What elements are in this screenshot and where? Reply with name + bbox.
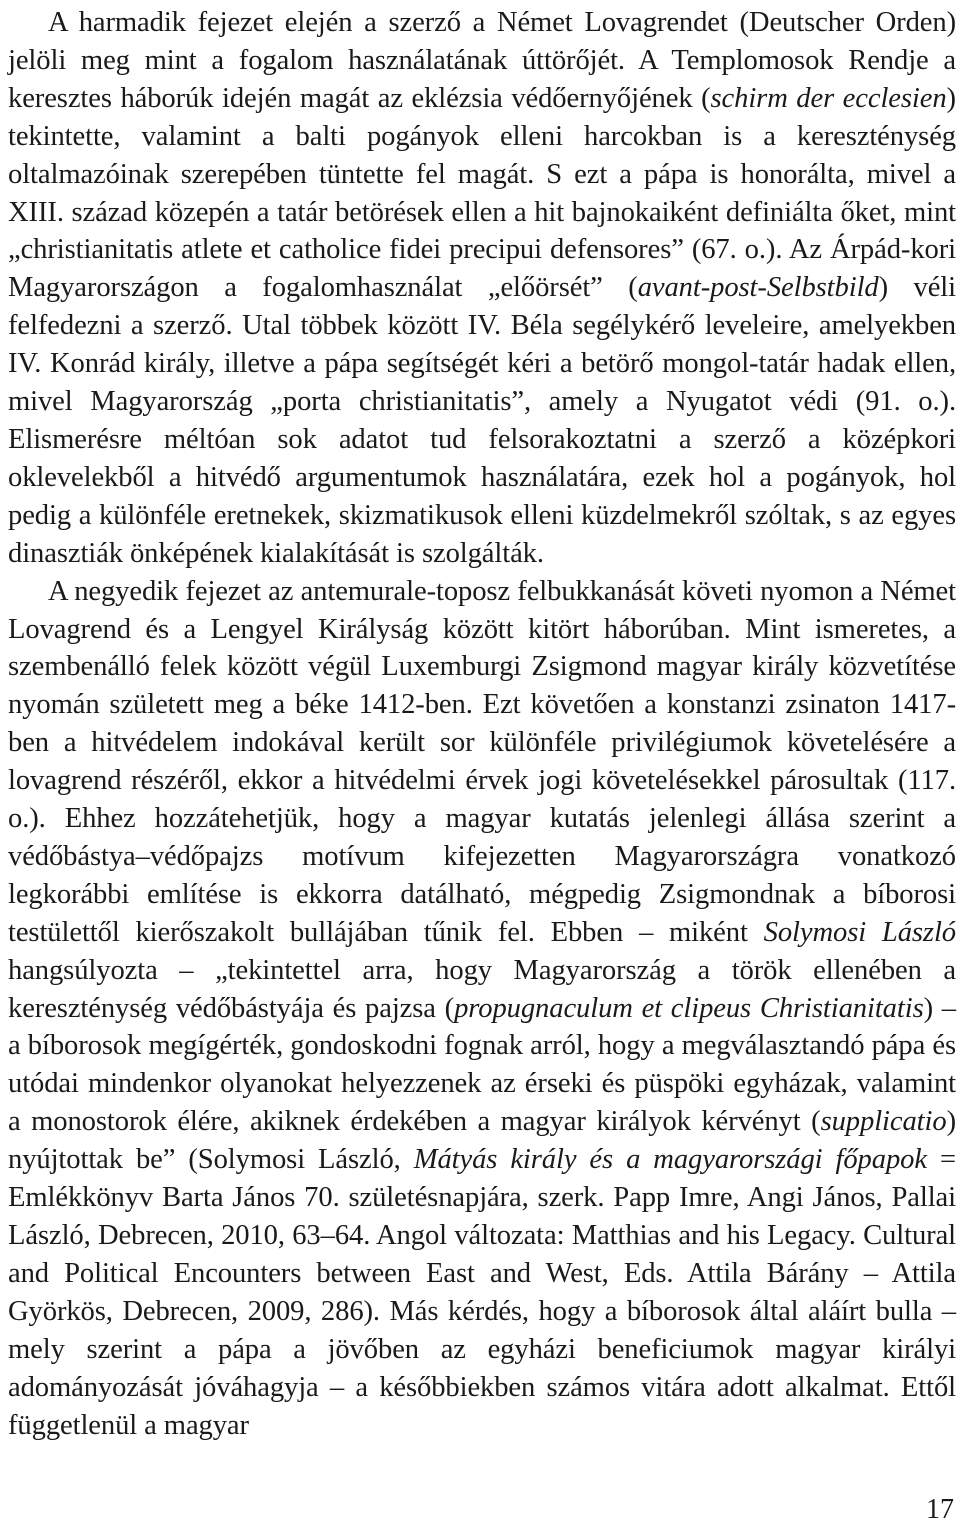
text-run: ) – a bíborosok megígérték, gondoskodni fognak arról, hogy a megválasztandó pápa és utódai mindenkor olyanokat helyezzenek az érseki és püspöki egyházak, valamint a monostorok élére, akiknek érdekében a magyar királyok kérvényt ( <box>8 992 956 1138</box>
text-run: A harmadik fejezet elején a szerző a Német Lovagrendet (Deutscher Orden) jelöli meg mint a fogalom használatának úttörőjét. A Templomosok Rendje a keresztes háborúk idején magát az eklézsia védőernyőjének ( <box>8 7 956 114</box>
text-run: ) nyújtottak be” (Solymosi László, <box>8 1106 956 1176</box>
page-number: 17 <box>926 1494 954 1525</box>
text-run: = Emlékkönyv Barta János 70. születésnapjára, szerk. Papp Imre, Angi János, Pallai László, Debrecen, 2010, 63–64. Angol változata: Matthias and his Legacy. Cultural and Political Encounters between East and West, Eds. Attila Bárány – Attila Györkös, Debrecen, 2009, 286). Más kérdés, hogy a bíborosok által aláírt bulla – mely szerint a pápa a jövőben az egyházi beneficiumok magyar királyi adományozását jóváhagyja – a későbbiekben számos vitára adott alkalmat. Ettől függetlenül a magyar <box>8 1144 956 1441</box>
italic-text-run: avant-post-Selbstbild <box>637 272 879 304</box>
text-run: A negyedik fejezet az antemurale-toposz felbukkanását követi nyomon a Német Lovagrend és a Lengyel Királyság között kitört háborúban. Mint ismeretes, a szembenálló felek között végül Luxemburgi Zsigmond magyar király közvetítése nyomán született meg a béke 1412-ben. Ezt követően a konstanzi zsinaton 1417-ben a hitvédelem indokával került sor különféle privilégiumok követelésére a lovagrend részéről, ekkor a hitvédelmi érvek jogi követelésekkel párosultak (117. o.). Ehhez hozzátehetjük, hogy a magyar kutatás jelenlegi állása szerint a védőbástya–védőpajzs motívum kifejezetten Magyarországra vonatkozó legkorábbi említése is ekkorra datálható, mégpedig Zsigmondnak a bíborosi testülettől kierőszakolt bullájában tűnik fel. Ebben – miként <box>8 575 956 948</box>
body-text <box>8 4 956 1444</box>
paragraph-2 <box>8 573 956 1445</box>
italic-text-run: Solymosi László <box>763 916 956 948</box>
italic-text-run: propugnaculum et clipeus Christianitatis <box>454 992 924 1024</box>
italic-text-run: Mátyás király és a magyarországi főpapok <box>413 1144 927 1176</box>
italic-text-run: schirm der ecclesien <box>710 82 947 114</box>
italic-text-run: supplicatio <box>820 1106 947 1138</box>
paragraph-1 <box>8 4 956 573</box>
text-run: ) véli felfedezni a szerző. Utal többek között IV. Béla segélykérő leveleire, amelyekben IV. Konrád király, illetve a pápa segítségét kéri a betörő mongol-tatár hadak ellen, mivel Magyarország „porta christianitatis”, amely a Nyugatot védi (91. o.). Elismerésre méltóan sok adatot tud felsorakoztatni a szerző a középkori oklevelekből a hitvédő argumentumok használatára, ezek hol a pogányok, hol pedig a különféle eretnekek, skizmatikusok elleni küzdelmekről szóltak, s az egyes dinasztiák önképének kialakítását is szolgálták. <box>8 272 956 569</box>
text-run: ) tekintette, valamint a balti pogányok elleni harcokban is a kereszténység oltalmazóinak szerepében tüntette fel magát. S ezt a pápa is honorálta, mivel a XIII. század közepén a tatár betörések ellen a hit bajnokaiként definiálta őket, mint „christianitatis atlete et catholice fidei precipui defensores” (67. o.). Az Árpád-kori Magyarországon a fogalomhasználat „előörsét” ( <box>8 82 956 304</box>
text-run: hangsúlyozta – „tekintettel arra, hogy Magyarország a török ellenében a kereszténység védőbástyája és pajzsa ( <box>8 954 956 1024</box>
